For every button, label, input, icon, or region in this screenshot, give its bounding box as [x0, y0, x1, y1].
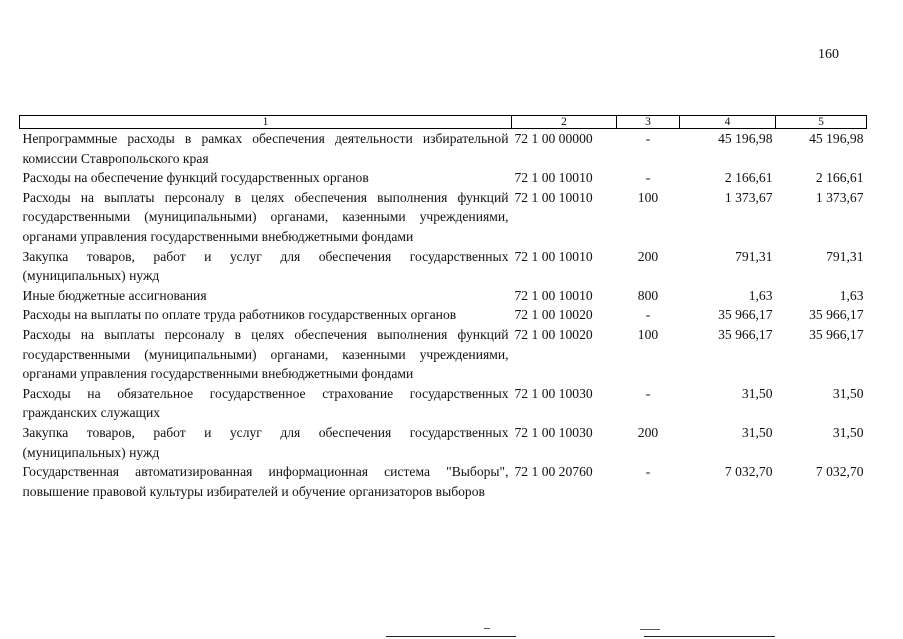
- target-article-code: 72 1 00 10020: [514, 326, 593, 342]
- expense-type-code: -: [645, 385, 651, 401]
- amount-col4: 35 966,17: [718, 326, 773, 342]
- table-row: [20, 462, 867, 501]
- expense-type-code: 800: [637, 287, 659, 303]
- amount-col4: 7 032,70: [724, 464, 773, 480]
- amount-col5: 31,50: [832, 385, 864, 401]
- table-row: [20, 168, 867, 188]
- amount-col4: 1,63: [748, 287, 773, 303]
- amount-col5: 791,31: [826, 248, 864, 264]
- column-header: 1: [20, 116, 512, 129]
- page-number: 160: [818, 47, 839, 62]
- row-name: Государственная автоматизированная информационная система "Выборы", повышение правовой культуры избирателей и обучение организаторов выборов: [22, 464, 509, 499]
- amount-col5: 1 373,67: [815, 189, 864, 205]
- table-row: [20, 325, 867, 384]
- table-header-row: [20, 116, 867, 129]
- expense-type-code: 100: [637, 326, 659, 342]
- target-article-code: 72 1 00 00000: [514, 131, 593, 146]
- footer-mark: [640, 629, 660, 630]
- target-article-code: 72 1 00 10030: [514, 424, 593, 440]
- target-article-code: 72 1 00 10020: [514, 307, 593, 323]
- target-article-code: 72 1 00 10010: [514, 287, 593, 303]
- row-name: Непрограммные расходы в рамках обеспечения деятельности избирательной комиссии Ставропольского края: [22, 131, 509, 166]
- expense-type-code: -: [645, 307, 651, 323]
- row-name: Закупка товаров, работ и услуг для обеспечения государственных (муниципальных) нужд: [22, 424, 509, 460]
- column-header: 5: [776, 116, 867, 129]
- expense-type-code: 200: [637, 248, 659, 264]
- amount-col4: 45 196,98: [718, 131, 773, 146]
- row-name: Закупка товаров, работ и услуг для обеспечения государственных (муниципальных) нужд: [22, 248, 509, 284]
- target-article-code: 72 1 00 10010: [514, 189, 593, 205]
- amount-col5: 1,63: [839, 287, 864, 303]
- expense-type-code: 200: [637, 424, 659, 440]
- table-row: [20, 129, 867, 169]
- table-row: [20, 286, 867, 306]
- amount-col4: 35 966,17: [718, 307, 773, 323]
- table-row: [20, 305, 867, 325]
- amount-col5: 7 032,70: [815, 464, 864, 480]
- row-name: Расходы на обеспечение функций государственных органов: [22, 170, 369, 186]
- footer-mark: [484, 628, 490, 629]
- row-name: Расходы на выплаты персоналу в целях обеспечения выполнения функций государственными (муниципальными) органами, казенными учреждениями, органами управления государственными внебюджетными фондами: [22, 326, 509, 382]
- target-article-code: 72 1 00 20760: [514, 464, 593, 480]
- table-row: [20, 188, 867, 247]
- row-name: Расходы на обязательное государственное страхование государственных гражданских служащих: [22, 385, 509, 421]
- footer-rule: [386, 636, 516, 637]
- target-article-code: 72 1 00 10010: [514, 170, 593, 186]
- column-header: 2: [512, 116, 617, 129]
- amount-col5: 31,50: [832, 424, 864, 440]
- expense-type-code: 100: [637, 189, 659, 205]
- amount-col4: 791,31: [735, 248, 773, 264]
- amount-col4: 2 166,61: [724, 170, 773, 186]
- expense-type-code: -: [645, 170, 651, 186]
- amount-col4: 31,50: [741, 424, 773, 440]
- expense-type-code: -: [645, 464, 651, 480]
- table-row: [20, 247, 867, 286]
- footer-rule: [644, 636, 775, 637]
- budget-table: [19, 115, 867, 501]
- amount-col5: 35 966,17: [809, 307, 864, 323]
- row-name: Расходы на выплаты по оплате труда работников государственных органов: [22, 307, 457, 323]
- table-row: [20, 423, 867, 462]
- row-name: Иные бюджетные ассигнования: [22, 287, 207, 303]
- column-header: 4: [680, 116, 776, 129]
- amount-col5: 45 196,98: [809, 131, 864, 146]
- target-article-code: 72 1 00 10010: [514, 248, 593, 264]
- amount-col5: 2 166,61: [815, 170, 864, 186]
- expense-type-code: -: [645, 131, 651, 146]
- amount-col5: 35 966,17: [809, 326, 864, 342]
- target-article-code: 72 1 00 10030: [514, 385, 593, 401]
- row-name: Расходы на выплаты персоналу в целях обеспечения выполнения функций государственными (муниципальными) органами, казенными учреждениями, органами управления государственными внебюджетными фондами: [22, 189, 509, 244]
- table-row: [20, 384, 867, 423]
- amount-col4: 1 373,67: [724, 189, 773, 205]
- amount-col4: 31,50: [741, 385, 773, 401]
- column-header: 3: [617, 116, 680, 129]
